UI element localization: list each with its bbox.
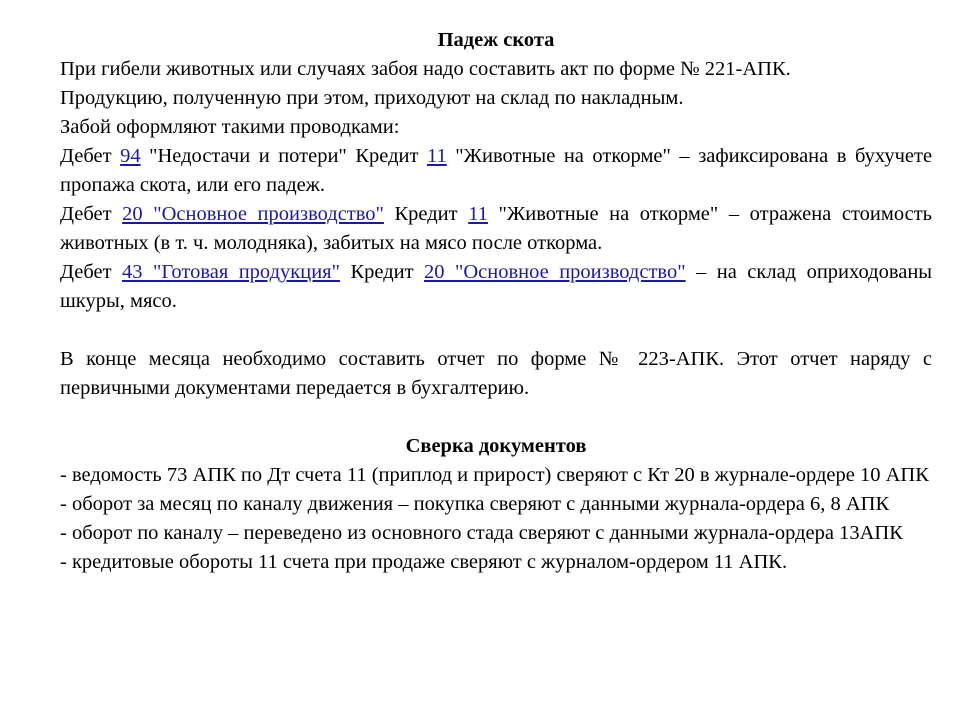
account-link-20[interactable]: 20 "Основное производство": [424, 261, 686, 283]
spacer: [60, 403, 932, 432]
spacer: [60, 316, 932, 345]
account-link-20[interactable]: 20 "Основное производство": [122, 203, 384, 225]
entry-debit-43: [60, 258, 932, 316]
debit-word: Дебет: [60, 261, 112, 283]
credit-word: Кредит: [355, 145, 419, 167]
account-name: "Животные на откорме": [455, 145, 671, 167]
account-link-11[interactable]: 11: [426, 145, 447, 167]
paragraph-act-form: При гибели животных или случаях забоя надо составить акт по форме № 221-АПК.: [60, 58, 791, 80]
debit-word: Дебет: [60, 145, 112, 167]
entry-debit-94: [60, 142, 932, 200]
paragraph-entries-intro: Забой оформляют такими проводками:: [60, 116, 400, 138]
section-title-livestock-loss: Падеж скота: [437, 29, 555, 51]
entry-description: – отражена стоимость животных (в т. ч. молодняка), забитых на мясо после откорма.: [60, 203, 933, 254]
account-name: "Животные на откорме": [498, 203, 719, 225]
debit-word: Дебет: [60, 203, 112, 225]
entry-description: – зафиксирована в бухучете пропажа скота, или его падеж.: [60, 145, 933, 196]
account-link-94[interactable]: 94: [120, 145, 141, 167]
list-item-reconciliation: - оборот за месяц по каналу движения – покупка сверяют с данными журнала-ордера 6, 8 АПК: [60, 493, 890, 515]
list-item-reconciliation: - кредитовые обороты 11 счета при продаже сверяют с журналом-ордером 11 АПК.: [60, 551, 788, 573]
paragraph-month-end-report: В конце месяца необходимо составить отчет по форме № 223-АПК. Этот отчет наряду с первичными документами передается в бухгалтерию.: [60, 348, 932, 399]
slide-content: [60, 26, 932, 577]
credit-word: Кредит: [394, 203, 458, 225]
account-name: "Недостачи и потери": [149, 145, 347, 167]
account-link-43[interactable]: 43 "Готовая продукция": [122, 261, 340, 283]
section-title-document-reconciliation: Сверка документов: [405, 435, 587, 457]
account-link-11[interactable]: 11: [468, 203, 488, 225]
paragraph-invoices: Продукцию, полученную при этом, приходуют на склад по накладным.: [60, 87, 684, 109]
list-item-reconciliation: - оборот по каналу – переведено из основного стада сверяют с данными журнала-ордера 13АПК: [60, 522, 903, 544]
entry-debit-20: [60, 200, 932, 258]
entry-description: – на склад оприходованы шкуры, мясо.: [60, 261, 933, 312]
credit-word: Кредит: [350, 261, 414, 283]
list-item-reconciliation: - ведомость 73 АПК по Дт счета 11 (приплод и прирост) сверяют с Кт 20 в журнале-ордере 10 АПК: [60, 464, 929, 486]
